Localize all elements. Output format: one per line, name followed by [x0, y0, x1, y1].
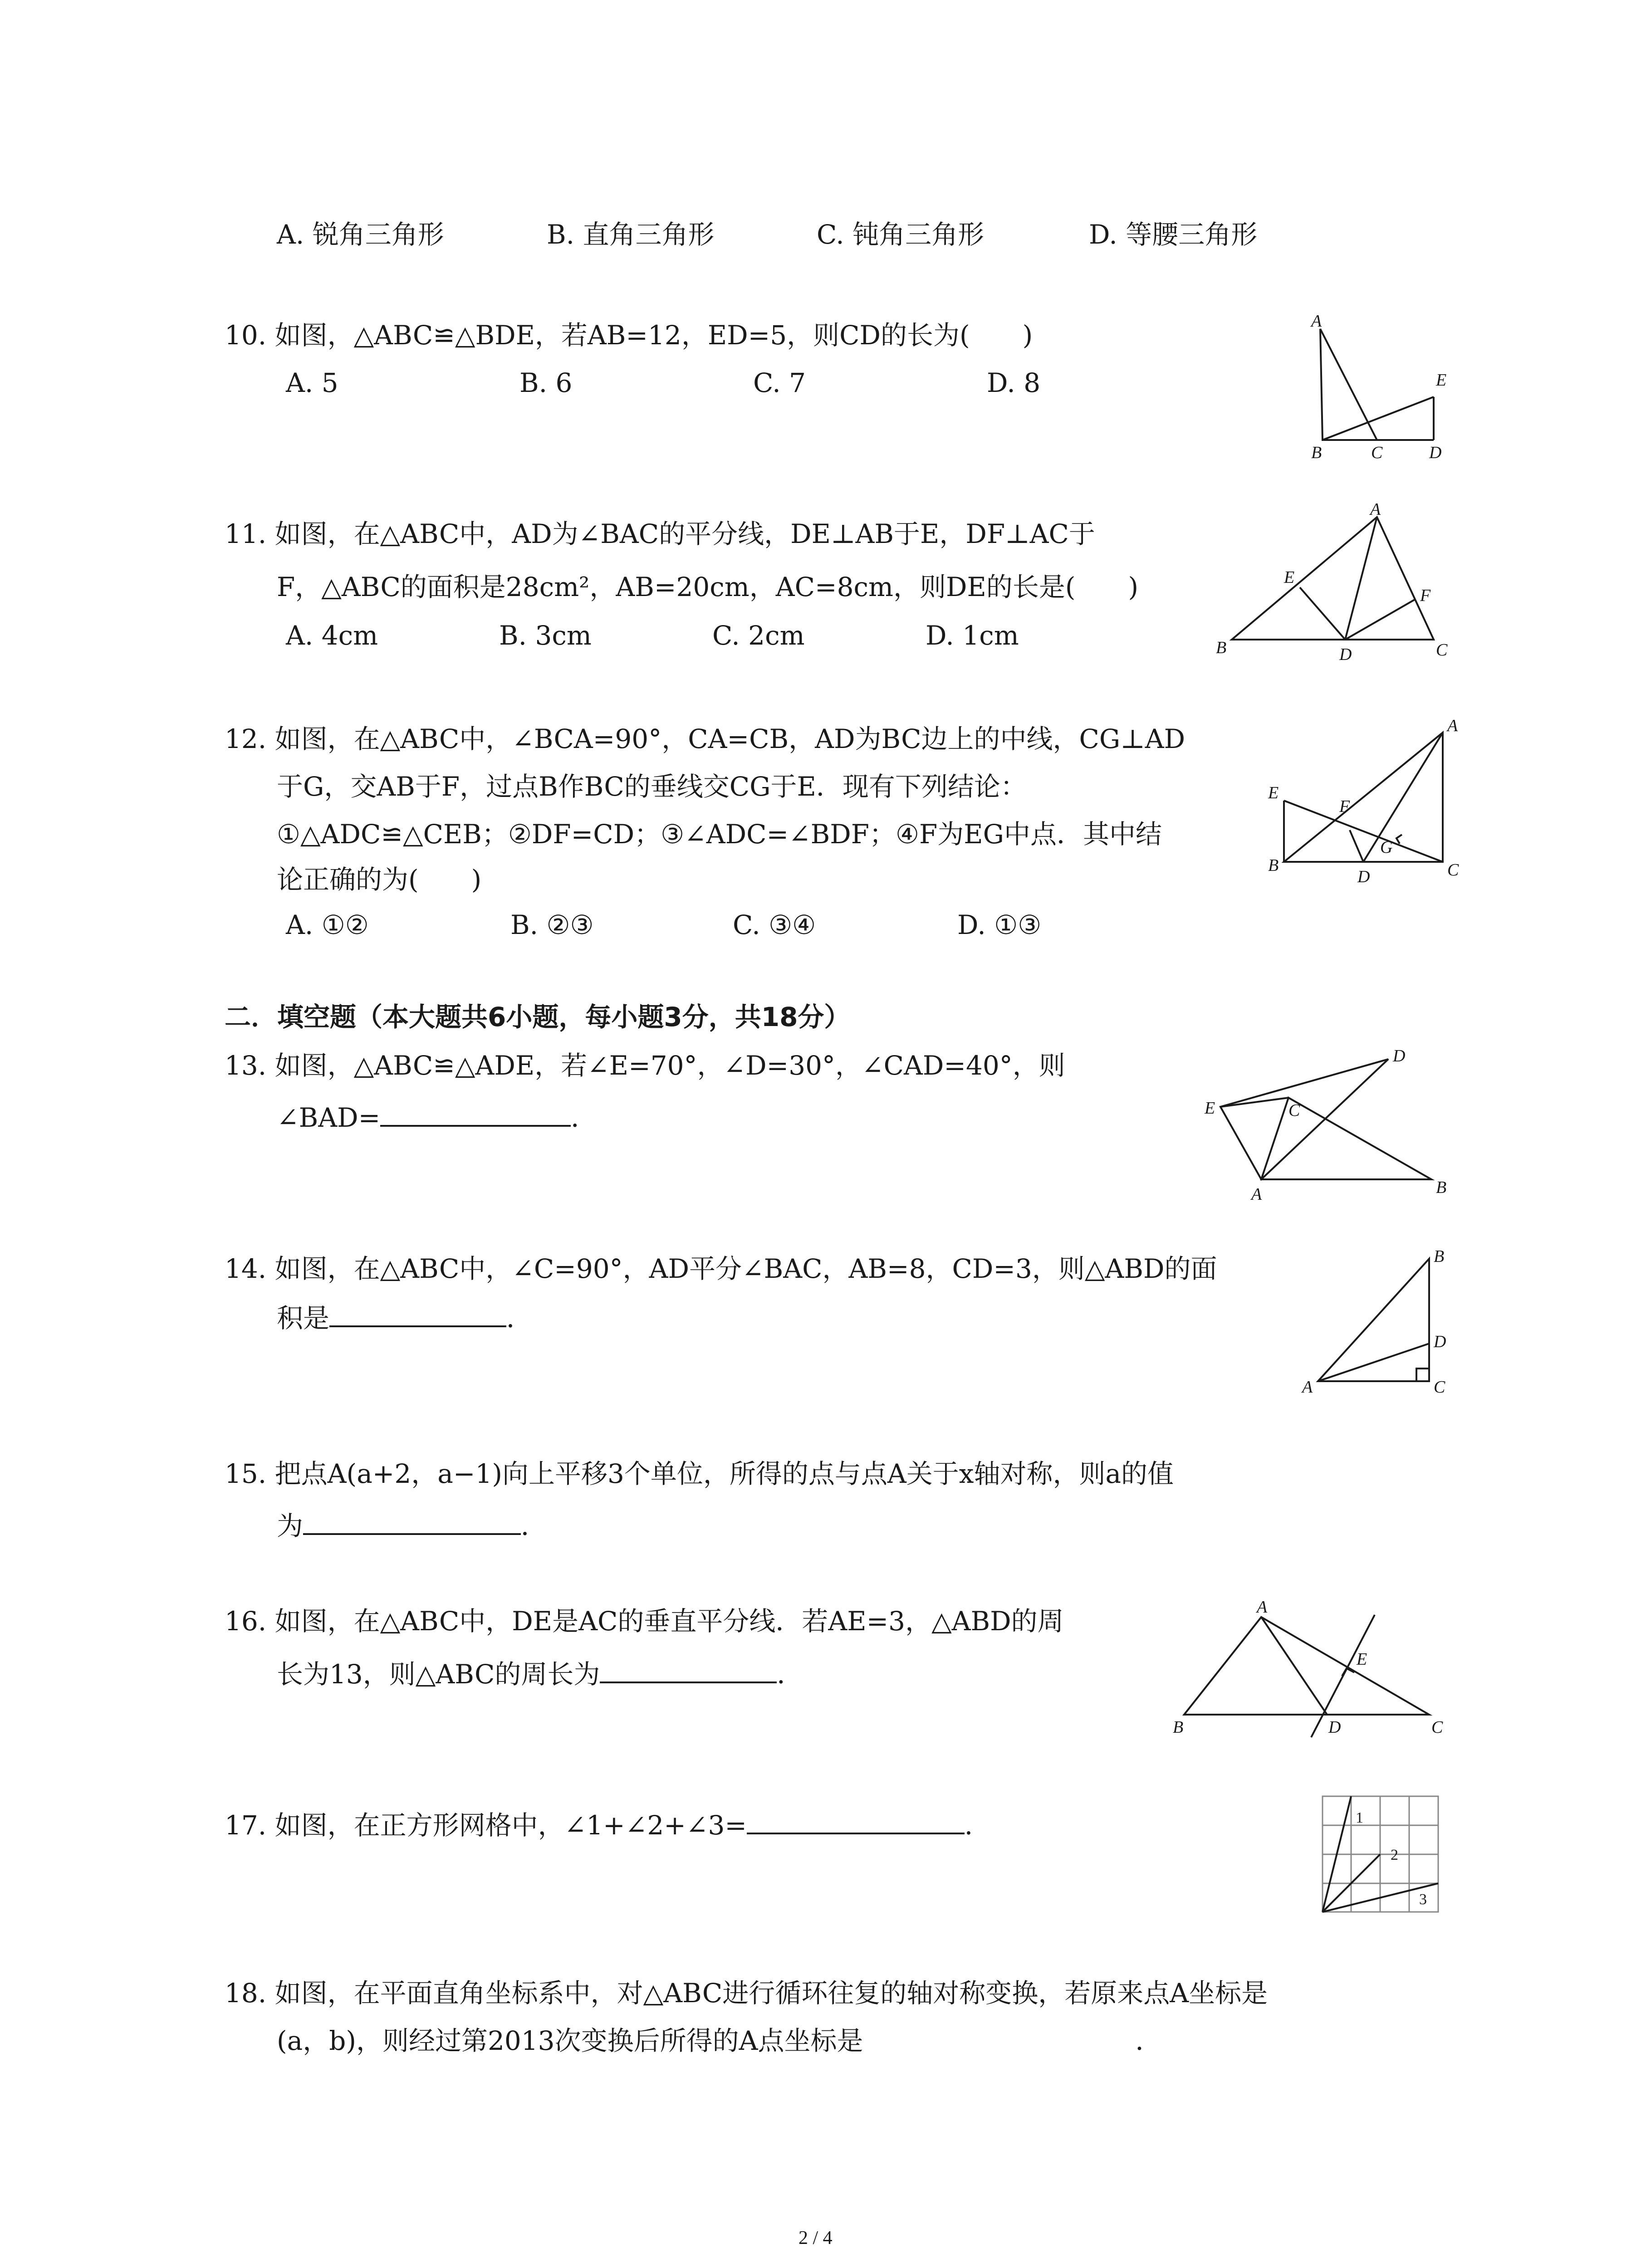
- q14-label-b: B: [1434, 1247, 1445, 1266]
- q16-stem-end: ．: [777, 1659, 803, 1690]
- q13-figure: [1198, 1043, 1465, 1207]
- q13-stem-line1: 13. 如图，△ABC≌△ADE，若∠E=70°，∠D=30°，∠CAD=40°，则: [225, 1050, 1065, 1081]
- q12-label-c: C: [1447, 860, 1459, 880]
- q17-figure: [1316, 1787, 1452, 1923]
- q14-stem-end: ．: [506, 1303, 533, 1334]
- q17-label-1: 1: [1356, 1809, 1363, 1826]
- q11-label-e: E: [1284, 568, 1295, 587]
- q12-option-d: D. ①③: [957, 909, 1042, 940]
- q14-stem-line1: 14. 如图，在△ABC中，∠C=90°，AD平分∠BAC，AB=8，CD=3，则△ABD的面: [225, 1253, 1217, 1284]
- q9-option-b: B. 直角三角形: [547, 219, 715, 250]
- q10-option-b: B. 6: [519, 367, 573, 398]
- q10-label-a: A: [1311, 312, 1322, 331]
- q13-stem-end: ．: [571, 1102, 598, 1133]
- q11-option-b: B. 3cm: [499, 620, 592, 651]
- q13-label-e: E: [1205, 1099, 1215, 1118]
- q14-answer-blank[interactable]: [329, 1302, 506, 1327]
- q11-label-a: A: [1370, 503, 1381, 519]
- q18-stem-prefix: (a，b)，则经过第2013次变换后所得的A点坐标是: [277, 2025, 863, 2056]
- q12-stem-line3: ①△ADC≌△CEB；②DF=CD；③∠ADC=∠BDF；④F为EG中点．其中结: [277, 819, 1162, 850]
- q10-figure: [1298, 308, 1470, 467]
- q13-stem-prefix: ∠BAD=: [277, 1102, 381, 1133]
- q15-stem-line2: [277, 1510, 547, 1539]
- q16-figure: [1161, 1588, 1461, 1742]
- q11-option-a: A. 4cm: [286, 620, 378, 651]
- q17-stem-line1: [225, 1809, 991, 1841]
- q14-stem-line2: [277, 1302, 533, 1334]
- q10-label-c: C: [1371, 443, 1383, 462]
- q16-stem-line2: [277, 1658, 803, 1690]
- q12-label-e: E: [1268, 783, 1279, 802]
- q12-stem-line4: 论正确的为( ): [277, 864, 482, 895]
- q18-stem-line1: 18. 如图，在平面直角坐标系中，对△ABC进行循环往复的轴对称变换，若原来点A坐标是: [225, 1978, 1268, 2009]
- q14-label-c: C: [1434, 1378, 1445, 1397]
- q16-label-b: B: [1173, 1718, 1184, 1737]
- q12-label-g: G: [1380, 838, 1393, 857]
- q13-label-b: B: [1436, 1178, 1447, 1197]
- q16-stem-line1: 16. 如图，在△ABC中，DE是AC的垂直平分线．若AE=3，△ABD的周: [225, 1606, 1064, 1637]
- q10-label-d: D: [1429, 443, 1442, 462]
- q12-stem-line2: 于G，交AB于F，过点B作BC的垂线交CG于E．现有下列结论：: [277, 771, 1027, 802]
- q11-label-c: C: [1436, 640, 1448, 660]
- q11-label-d: D: [1339, 645, 1352, 664]
- q12-option-c: C. ③④: [733, 909, 816, 940]
- q12-figure: [1261, 712, 1465, 894]
- q11-stem-line2: F，△ABC的面积是28cm²，AB=20cm，AC=8cm，则DE的长是( ): [277, 572, 1139, 602]
- q12-option-a: A. ①②: [286, 909, 369, 940]
- q16-label-c: C: [1431, 1718, 1443, 1737]
- q17-stem-end: ．: [964, 1810, 991, 1841]
- q10-label-e: E: [1436, 371, 1447, 390]
- q17-stem-prefix: 17. 如图，在正方形网格中，∠1+∠2+∠3=: [225, 1810, 747, 1841]
- q11-stem-line1: 11. 如图，在△ABC中，AD为∠BAC的平分线，DE⊥AB于E，DF⊥AC于: [225, 518, 1095, 549]
- q18-stem-line2: [277, 2025, 1162, 2056]
- q12-stem-line1: 12. 如图，在△ABC中，∠BCA=90°，CA=CB，AD为BC边上的中线，CG⊥AD: [225, 723, 1185, 754]
- q13-answer-blank[interactable]: [380, 1101, 571, 1127]
- q15-stem-line1: 15. 把点A(a+2，a−1)向上平移3个单位，所得的点与点A关于x轴对称，则a的值: [225, 1458, 1174, 1489]
- q17-label-2: 2: [1391, 1847, 1398, 1863]
- q11-option-c: C. 2cm: [712, 620, 805, 651]
- q12-label-b: B: [1268, 856, 1279, 875]
- q10-option-c: C. 7: [753, 367, 806, 398]
- q10-label-b: B: [1311, 443, 1322, 462]
- page-number: 2 / 4: [798, 2228, 833, 2248]
- q11-figure: [1216, 503, 1452, 671]
- q12-label-f: F: [1339, 797, 1350, 816]
- q17-answer-blank[interactable]: [747, 1809, 965, 1834]
- q9-option-d: D. 等腰三角形: [1089, 219, 1258, 250]
- q14-stem-prefix: 积是: [277, 1303, 330, 1334]
- q15-answer-blank[interactable]: [303, 1510, 521, 1535]
- q11-label-f: F: [1420, 586, 1431, 605]
- q13-label-c: C: [1288, 1101, 1300, 1120]
- q10-option-d: D. 8: [987, 367, 1041, 398]
- q11-option-d: D. 1cm: [926, 620, 1019, 651]
- q15-stem-prefix: 为: [277, 1510, 304, 1541]
- q10-stem: 10. 如图，△ABC≌△BDE，若AB=12，ED=5，则CD的长为( ): [225, 320, 1033, 351]
- q10-option-a: A. 5: [286, 367, 338, 398]
- q12-option-b: B. ②③: [510, 909, 594, 940]
- q13-label-a: A: [1251, 1185, 1262, 1204]
- q12-label-a: A: [1447, 716, 1458, 735]
- q18-stem-end: ．: [1135, 2025, 1162, 2056]
- q9-option-a: A. 锐角三角形: [277, 219, 444, 250]
- q16-stem-prefix: 长为13，则△ABC的周长为: [277, 1659, 600, 1690]
- q13-stem-line2: [277, 1101, 597, 1131]
- q14-figure: [1298, 1238, 1461, 1402]
- q9-option-c: C. 钝角三角形: [817, 219, 985, 250]
- q17-label-3: 3: [1419, 1891, 1427, 1908]
- q16-answer-blank[interactable]: [600, 1658, 777, 1683]
- section-2-title: 二．填空题（本大题共6小题，每小题3分，共18分）: [225, 1002, 851, 1032]
- q16-label-e: E: [1357, 1650, 1367, 1669]
- q16-label-d: D: [1328, 1718, 1341, 1737]
- q13-label-d: D: [1393, 1046, 1406, 1066]
- q15-stem-end: ．: [521, 1510, 548, 1541]
- q16-label-a: A: [1257, 1598, 1268, 1617]
- q14-label-d: D: [1434, 1332, 1446, 1351]
- q11-label-b: B: [1216, 638, 1227, 657]
- q14-label-a: A: [1302, 1378, 1313, 1397]
- q12-label-d: D: [1357, 867, 1370, 886]
